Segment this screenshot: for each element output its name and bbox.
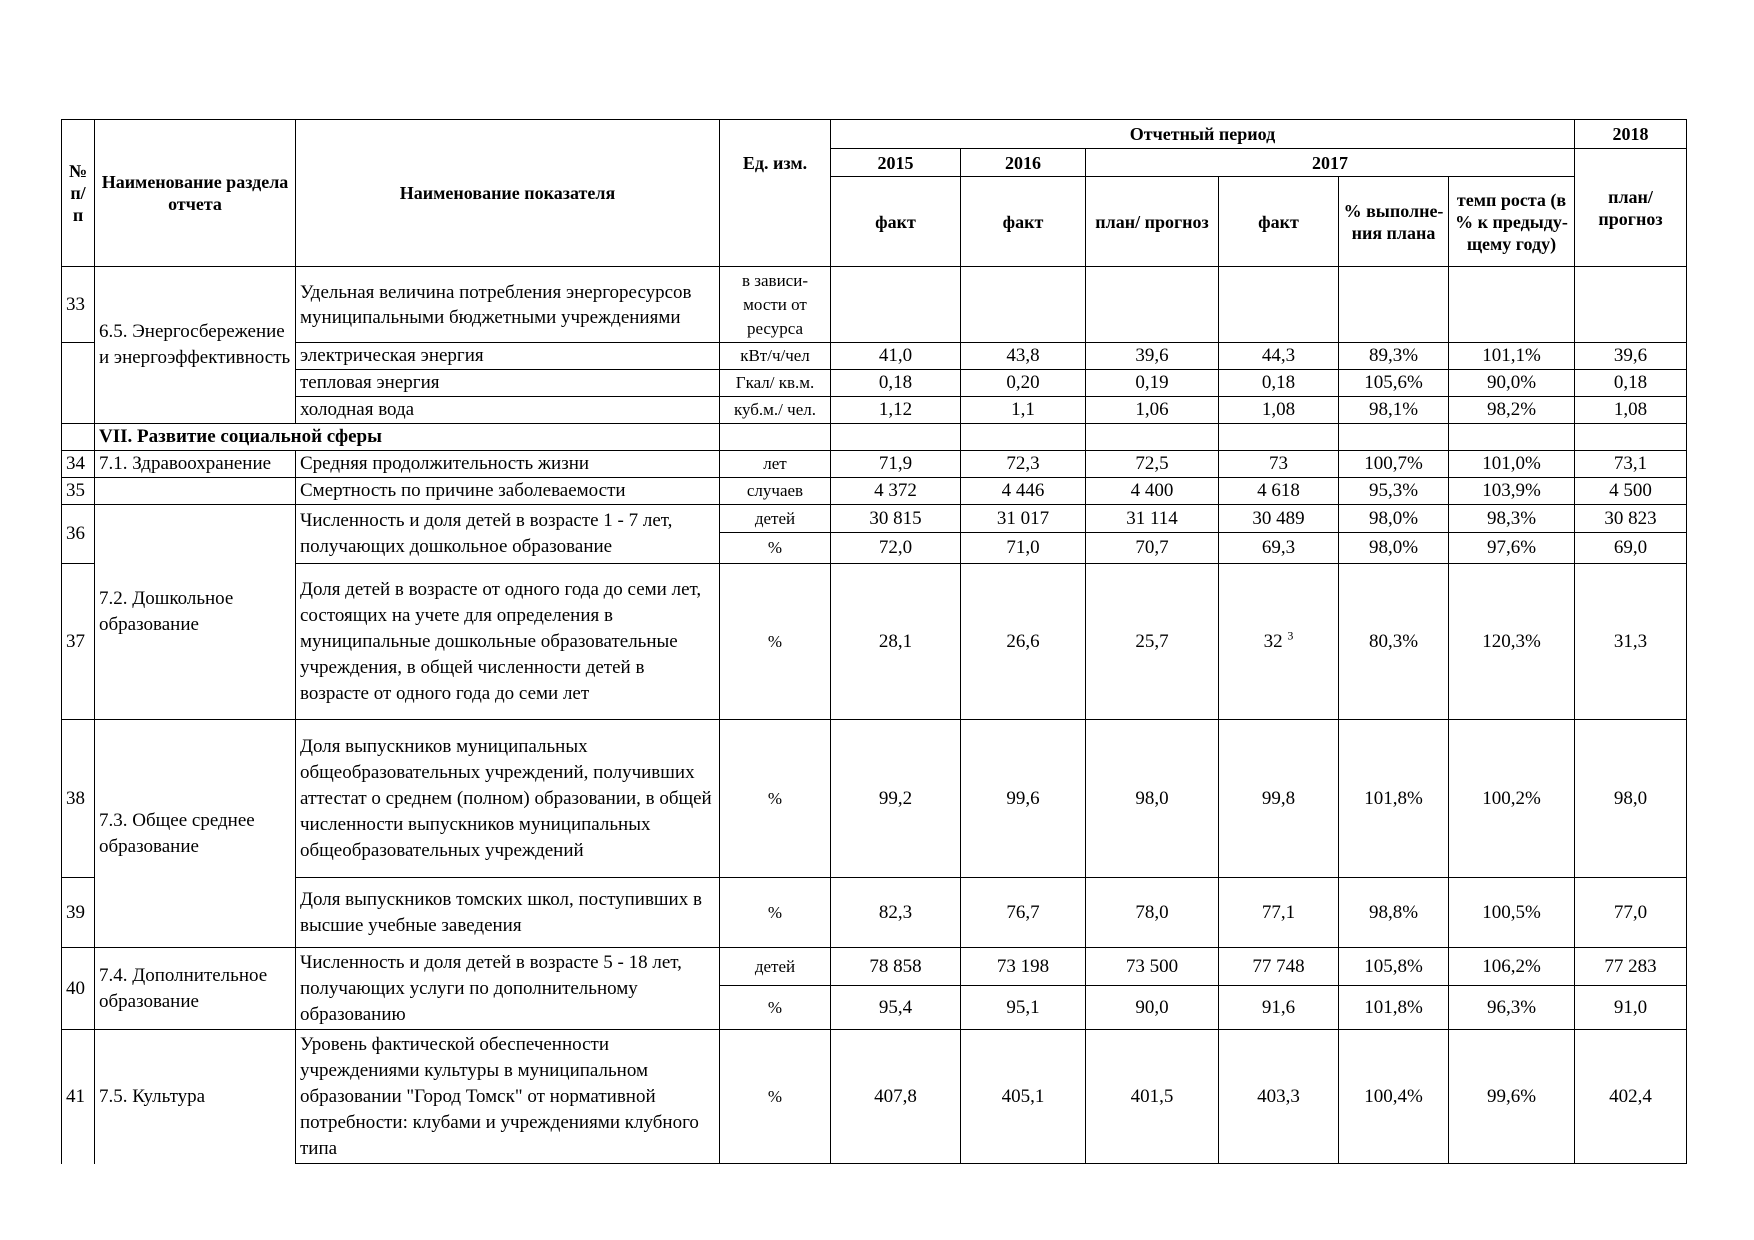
value-2015: 95,4 (831, 986, 961, 1030)
value-growth: 98,2% (1449, 397, 1575, 424)
value-2016: 43,8 (961, 343, 1086, 370)
row-unit: % (720, 564, 831, 720)
empty-cell (961, 267, 1086, 343)
value-plan-2018: 98,0 (1575, 720, 1687, 878)
row-section: 7.1. Здравоохранение (95, 451, 296, 478)
row-indicator: тепловая энергия (296, 370, 720, 397)
value-plan-2017: 401,5 (1086, 1030, 1219, 1164)
value-plan-2017: 0,19 (1086, 370, 1219, 397)
value-2015: 1,12 (831, 397, 961, 424)
empty-cell (831, 424, 961, 451)
value-growth: 101,0% (1449, 451, 1575, 478)
row-unit: детей (720, 505, 831, 533)
header-fact-2016: факт (961, 177, 1086, 267)
row-number: 38 (62, 720, 95, 878)
row-number: 41 (62, 1030, 95, 1164)
row-indicator: Численность и доля детей в возрасте 5 - 18 лет, получающих услуги по дополнительному образованию (296, 948, 720, 1030)
table-row (62, 478, 1687, 505)
value-2015: 99,2 (831, 720, 961, 878)
row-indicator: электрическая энергия (296, 343, 720, 370)
row-section: 7.3. Общее среднее образование (95, 720, 296, 948)
value-2016: 76,7 (961, 878, 1086, 948)
value-plan-2017: 78,0 (1086, 878, 1219, 948)
value-2016: 99,6 (961, 720, 1086, 878)
value-2015: 0,18 (831, 370, 961, 397)
value-2016: 0,20 (961, 370, 1086, 397)
value-pct-plan: 95,3% (1339, 478, 1449, 505)
row-indicator: Смертность по причине заболеваемости (296, 478, 720, 505)
table-row (62, 267, 1687, 343)
report-table (61, 119, 1687, 1164)
value-2015: 407,8 (831, 1030, 961, 1164)
value-growth: 101,1% (1449, 343, 1575, 370)
header-fact-2015: факт (831, 177, 961, 267)
row-unit: % (720, 986, 831, 1030)
value-fact-2017-number: 32 (1263, 630, 1283, 652)
value-pct-plan: 105,6% (1339, 370, 1449, 397)
row-section: 7.4. Дополнительное образование (95, 948, 296, 1030)
value-pct-plan: 101,8% (1339, 986, 1449, 1030)
value-growth: 99,6% (1449, 1030, 1575, 1164)
value-2015: 30 815 (831, 505, 961, 533)
empty-cell (1575, 267, 1687, 343)
value-pct-plan: 98,8% (1339, 878, 1449, 948)
value-2016: 31 017 (961, 505, 1086, 533)
row-section: 7.5. Культура (95, 1030, 296, 1164)
table-row (62, 720, 1687, 878)
row-indicator: Уровень фактической обеспеченности учреждениями культуры в муниципальном образовании "Город Томск" от нормативной потребности: клубами и учреждениями клубного типа (296, 1030, 720, 1164)
row-unit: лет (720, 451, 831, 478)
row-section: 6.5. Энергосбережение и энергоэффективность (95, 267, 296, 424)
row-unit: куб.м./ чел. (720, 397, 831, 424)
value-plan-2017: 72,5 (1086, 451, 1219, 478)
table-row (62, 564, 1687, 720)
row-section: 7.2. Дошкольное образование (95, 505, 296, 720)
row-unit: % (720, 533, 831, 564)
row-unit: кВт/ч/чел (720, 343, 831, 370)
value-plan-2018: 31,3 (1575, 564, 1687, 720)
empty-cell (831, 267, 961, 343)
value-2016: 95,1 (961, 986, 1086, 1030)
value-growth: 106,2% (1449, 948, 1575, 986)
empty-cell (62, 424, 95, 451)
footnote-marker: 3 (1287, 628, 1294, 643)
header-year-2017: 2017 (1086, 149, 1575, 177)
value-growth: 97,6% (1449, 533, 1575, 564)
header-fact-2017: факт (1219, 177, 1339, 267)
value-fact-2017: 44,3 (1219, 343, 1339, 370)
value-fact-2017 (1219, 564, 1339, 720)
value-plan-2017: 90,0 (1086, 986, 1219, 1030)
row-indicator: Доля детей в возрасте от одного года до семи лет, состоящих на учете для определения в муниципальные дошкольные образовательные учреждения, в общей численности детей в возрасте от одного года до семи лет (296, 564, 720, 720)
value-pct-plan: 105,8% (1339, 948, 1449, 986)
row-number: 37 (62, 564, 95, 720)
value-plan-2018: 0,18 (1575, 370, 1687, 397)
value-plan-2017: 73 500 (1086, 948, 1219, 986)
table-row (62, 370, 1687, 397)
empty-cell (95, 478, 296, 505)
row-number: 39 (62, 878, 95, 948)
header-year-2018: 2018 (1575, 120, 1687, 149)
row-number: 36 (62, 505, 95, 564)
value-fact-2017: 99,8 (1219, 720, 1339, 878)
value-2016: 73 198 (961, 948, 1086, 986)
value-fact-2017: 403,3 (1219, 1030, 1339, 1164)
value-2015: 78 858 (831, 948, 961, 986)
value-fact-2017: 73 (1219, 451, 1339, 478)
value-fact-2017: 91,6 (1219, 986, 1339, 1030)
value-pct-plan: 98,1% (1339, 397, 1449, 424)
header-year-2015: 2015 (831, 149, 961, 177)
value-plan-2017: 1,06 (1086, 397, 1219, 424)
row-number: 40 (62, 948, 95, 1030)
value-2015: 71,9 (831, 451, 961, 478)
header-growth: темп роста (в % к предыду-щему году) (1449, 177, 1575, 267)
header-pct-plan: % выполне-ния плана (1339, 177, 1449, 267)
table-row (62, 397, 1687, 424)
table-row (62, 451, 1687, 478)
empty-cell (961, 424, 1086, 451)
section-title: VII. Развитие социальной сферы (95, 424, 720, 451)
value-fact-2017: 0,18 (1219, 370, 1339, 397)
row-unit: % (720, 878, 831, 948)
header-row-1 (62, 120, 1687, 149)
empty-cell (1219, 424, 1339, 451)
value-pct-plan: 89,3% (1339, 343, 1449, 370)
value-plan-2017: 4 400 (1086, 478, 1219, 505)
header-unit: Ед. изм. (720, 120, 831, 267)
header-plan-2017: план/ прогноз (1086, 177, 1219, 267)
row-indicator: Удельная величина потребления энергоресурсов муниципальными бюджетными учреждениями (296, 267, 720, 343)
value-fact-2017: 77 748 (1219, 948, 1339, 986)
value-plan-2018: 77,0 (1575, 878, 1687, 948)
value-fact-2017: 30 489 (1219, 505, 1339, 533)
value-plan-2018: 402,4 (1575, 1030, 1687, 1164)
value-2015: 4 372 (831, 478, 961, 505)
header-period: Отчетный период (831, 120, 1575, 149)
row-number-empty (62, 343, 95, 424)
header-plan-2018: план/ прогноз (1575, 149, 1687, 267)
value-plan-2018: 77 283 (1575, 948, 1687, 986)
value-2015: 82,3 (831, 878, 961, 948)
row-indicator: Численность и доля детей в возрасте 1 - 7 лет, получающих дошкольное образование (296, 505, 720, 564)
empty-cell (1086, 424, 1219, 451)
value-fact-2017: 4 618 (1219, 478, 1339, 505)
header-year-2016: 2016 (961, 149, 1086, 177)
value-pct-plan: 101,8% (1339, 720, 1449, 878)
empty-cell (1339, 424, 1449, 451)
empty-cell (1219, 267, 1339, 343)
value-2015: 72,0 (831, 533, 961, 564)
value-growth: 100,5% (1449, 878, 1575, 948)
header-indicator: Наименование показателя (296, 120, 720, 267)
value-2016: 4 446 (961, 478, 1086, 505)
value-plan-2018: 4 500 (1575, 478, 1687, 505)
table-row (62, 1030, 1687, 1164)
value-plan-2017: 31 114 (1086, 505, 1219, 533)
empty-cell (1339, 267, 1449, 343)
value-plan-2018: 73,1 (1575, 451, 1687, 478)
empty-cell (1449, 424, 1575, 451)
value-plan-2018: 1,08 (1575, 397, 1687, 424)
value-2016: 1,1 (961, 397, 1086, 424)
value-pct-plan: 100,7% (1339, 451, 1449, 478)
value-plan-2017: 70,7 (1086, 533, 1219, 564)
value-fact-2017: 1,08 (1219, 397, 1339, 424)
empty-cell (1575, 424, 1687, 451)
row-number: 33 (62, 267, 95, 343)
row-unit: % (720, 720, 831, 878)
value-pct-plan: 80,3% (1339, 564, 1449, 720)
value-growth: 98,3% (1449, 505, 1575, 533)
row-unit: детей (720, 948, 831, 986)
value-growth: 100,2% (1449, 720, 1575, 878)
value-2015: 41,0 (831, 343, 961, 370)
row-number: 35 (62, 478, 95, 505)
table-row (62, 505, 1687, 533)
row-unit: % (720, 1030, 831, 1164)
value-plan-2018: 39,6 (1575, 343, 1687, 370)
row-unit: в зависи-мости от ресурса (720, 267, 831, 343)
header-no: № п/п (62, 120, 95, 267)
value-plan-2017: 39,6 (1086, 343, 1219, 370)
section-row (62, 424, 1687, 451)
row-unit: Гкал/ кв.м. (720, 370, 831, 397)
value-2016: 72,3 (961, 451, 1086, 478)
header-section: Наименование раздела отчета (95, 120, 296, 267)
row-indicator: Средняя продолжительность жизни (296, 451, 720, 478)
row-unit: случаев (720, 478, 831, 505)
row-indicator: холодная вода (296, 397, 720, 424)
value-2016: 71,0 (961, 533, 1086, 564)
empty-cell (1086, 267, 1219, 343)
value-plan-2018: 91,0 (1575, 986, 1687, 1030)
empty-cell (720, 424, 831, 451)
table-row (62, 878, 1687, 948)
value-plan-2018: 69,0 (1575, 533, 1687, 564)
value-fact-2017: 77,1 (1219, 878, 1339, 948)
row-number: 34 (62, 451, 95, 478)
value-2016: 26,6 (961, 564, 1086, 720)
value-pct-plan: 100,4% (1339, 1030, 1449, 1164)
value-plan-2018: 30 823 (1575, 505, 1687, 533)
value-growth: 120,3% (1449, 564, 1575, 720)
table-row (62, 948, 1687, 986)
value-2015: 28,1 (831, 564, 961, 720)
value-pct-plan: 98,0% (1339, 533, 1449, 564)
value-growth: 96,3% (1449, 986, 1575, 1030)
value-pct-plan: 98,0% (1339, 505, 1449, 533)
value-2016: 405,1 (961, 1030, 1086, 1164)
value-fact-2017: 69,3 (1219, 533, 1339, 564)
row-indicator: Доля выпускников томских школ, поступивших в высшие учебные заведения (296, 878, 720, 948)
empty-cell (1449, 267, 1575, 343)
row-indicator: Доля выпускников муниципальных общеобразовательных учреждений, получивших аттестат о среднем (полном) образовании, в общей численности выпускников муниципальных общеобразовательных учреждений (296, 720, 720, 878)
value-plan-2017: 25,7 (1086, 564, 1219, 720)
value-growth: 90,0% (1449, 370, 1575, 397)
table-row (62, 343, 1687, 370)
value-plan-2017: 98,0 (1086, 720, 1219, 878)
value-growth: 103,9% (1449, 478, 1575, 505)
